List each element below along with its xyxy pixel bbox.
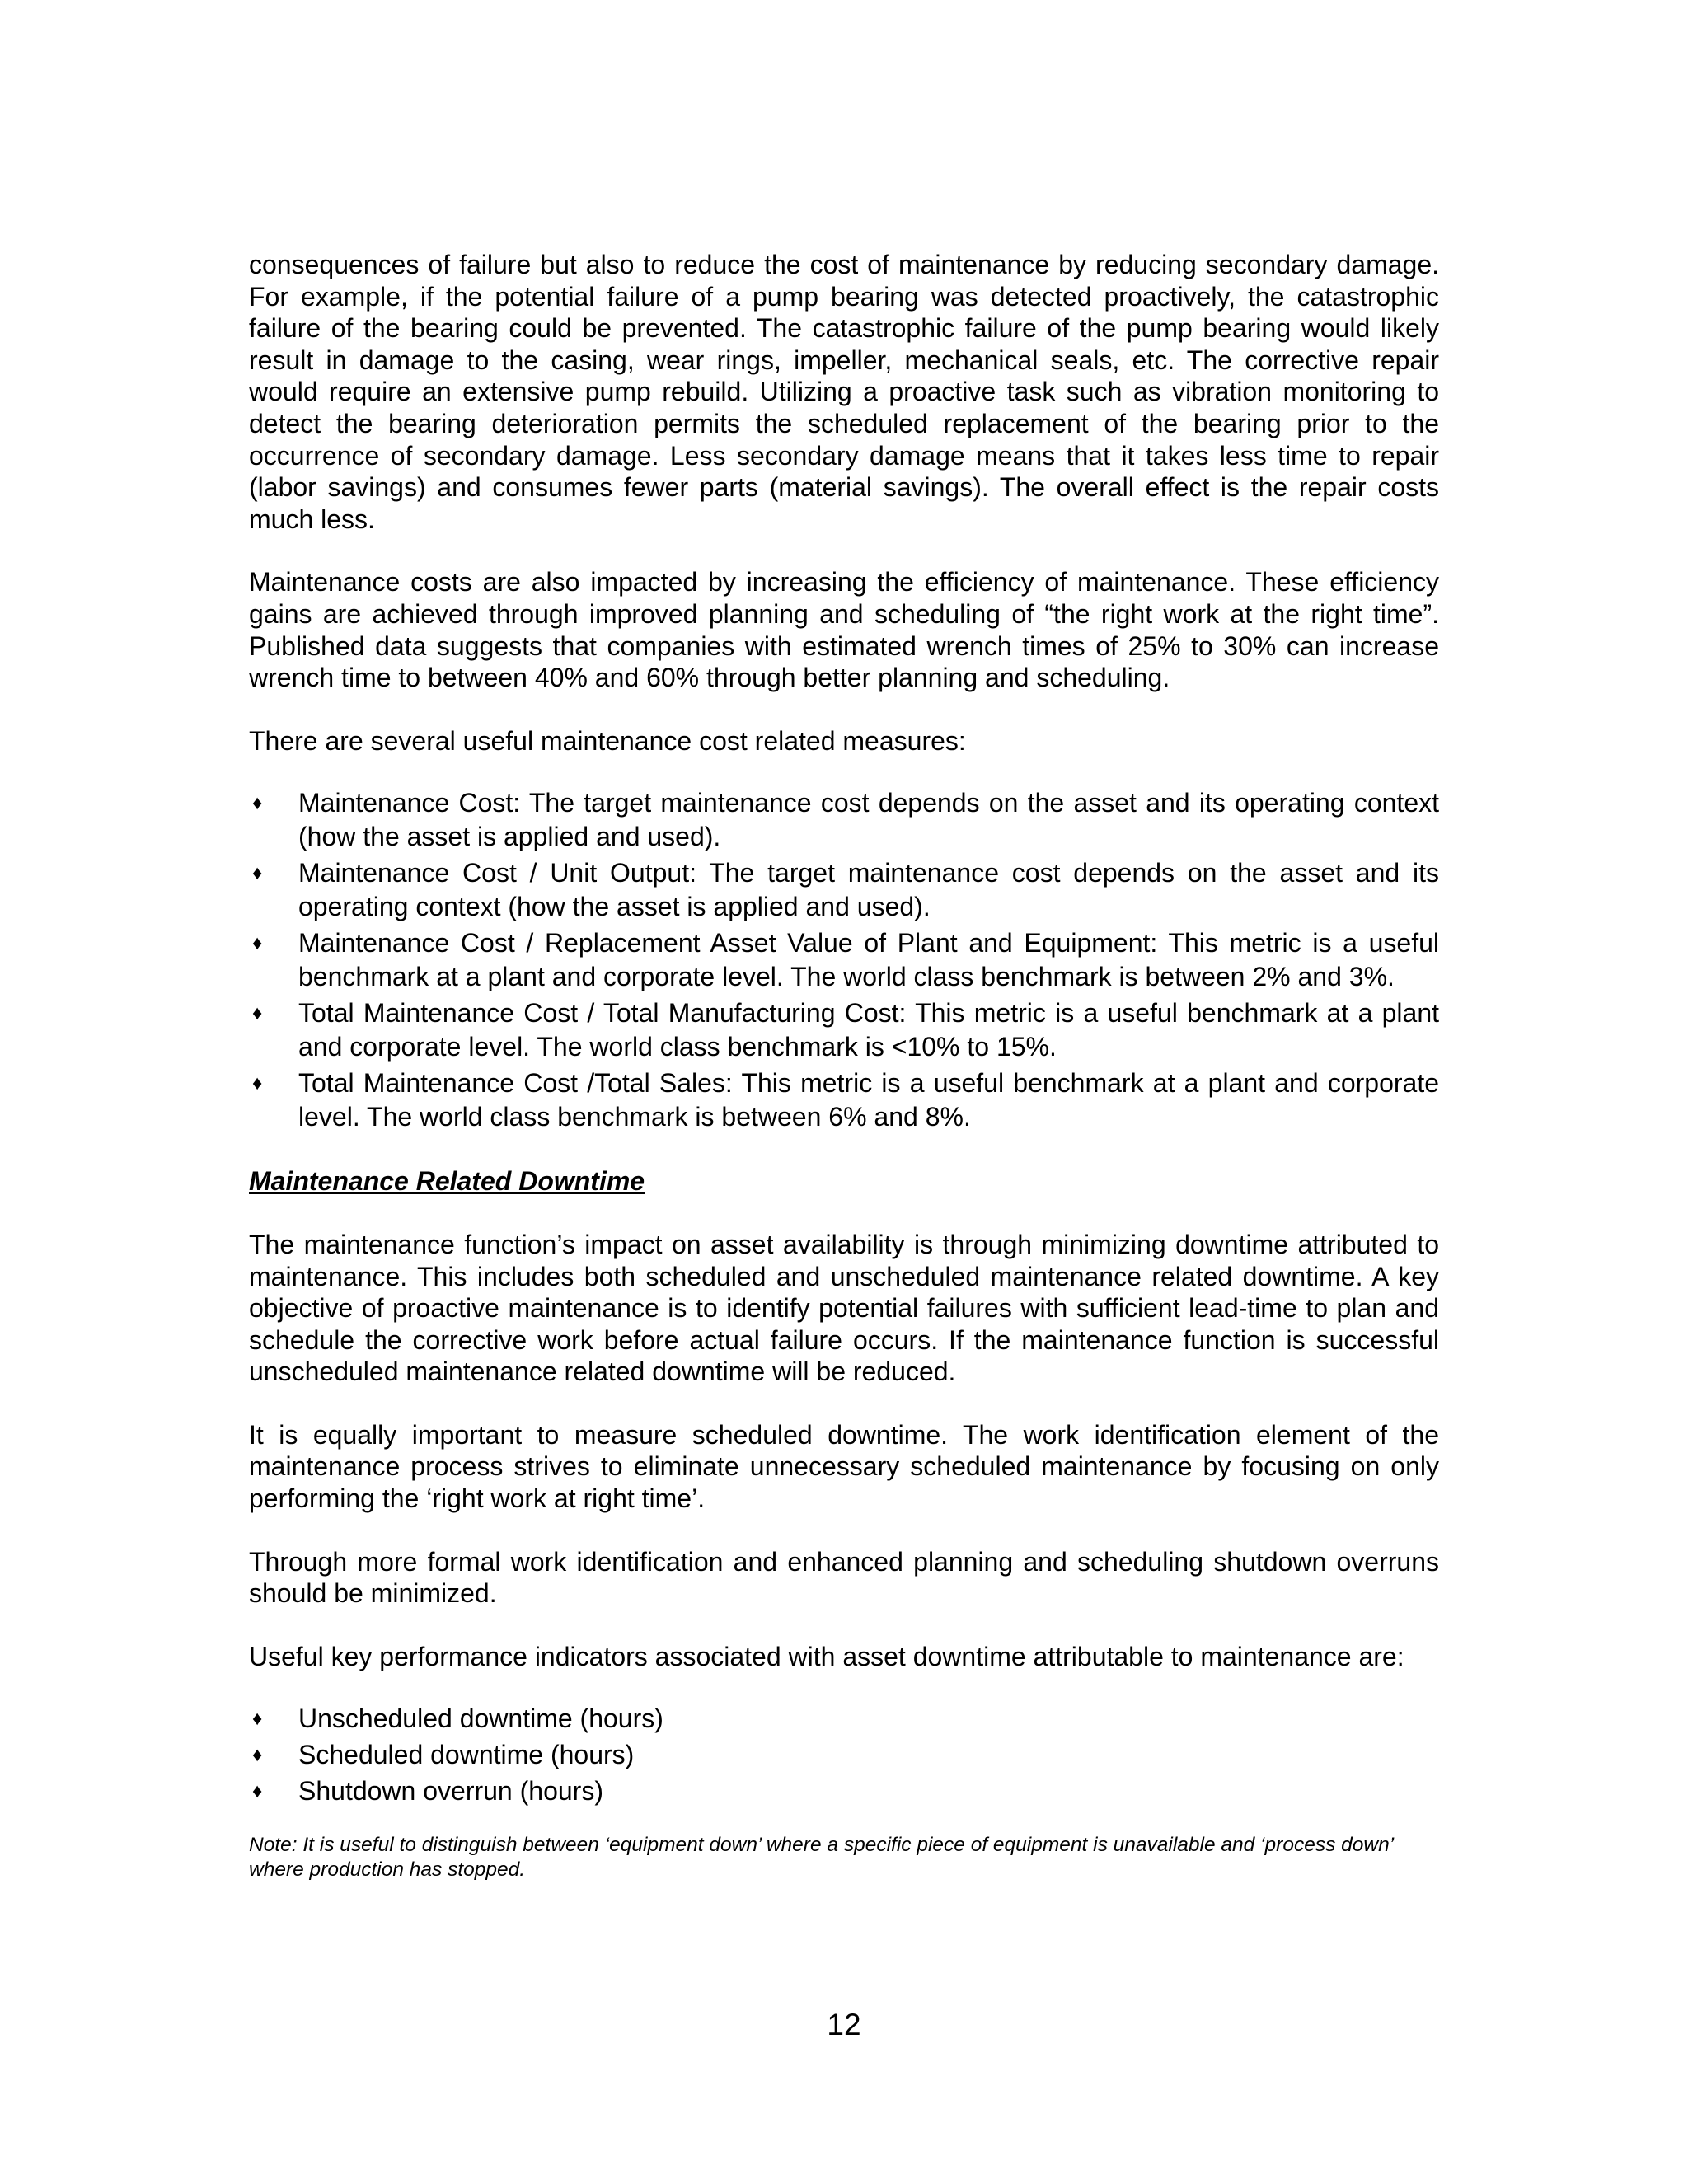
diamond-bullet-icon: ♦ xyxy=(252,862,263,885)
list-item-text: Unscheduled downtime (hours) xyxy=(298,1704,663,1734)
cost-measures-list xyxy=(249,786,1439,1134)
paragraph-shutdown-overruns: Through more formal work identification and enhanced planning and scheduling shutdown overruns should be minimized. xyxy=(249,1546,1439,1609)
paragraph-secondary-damage: consequences of failure but also to reduce the cost of maintenance by reducing secondary damage. For example, if the potential failure of a pump bearing was detected proactively, the catastrophic failure of the bearing could be prevented. The catastrophic failure of the pump bearing would likely result in damage to the casing, wear rings, impeller, mechanical seals, etc. The corrective repair would require an extensive pump rebuild. Utilizing a proactive task such as vibration monitoring to detect the bearing deterioration permits the scheduled replacement of the bearing prior to the occurrence of secondary damage. Less secondary damage means that it takes less time to repair (labor savings) and consumes fewer parts (material savings). The overall effect is the repair costs much less. xyxy=(249,250,1439,534)
list-item xyxy=(249,1774,1439,1808)
diamond-bullet-icon: ♦ xyxy=(252,1072,263,1095)
diamond-bullet-icon: ♦ xyxy=(252,1780,263,1803)
diamond-bullet-icon: ♦ xyxy=(252,932,263,955)
list-item xyxy=(249,1738,1439,1772)
paragraph-kpi-intro: Useful key performance indicators associated with asset downtime attributable to maintenance are: xyxy=(249,1641,1404,1671)
list-item xyxy=(249,856,1439,924)
paragraph-scheduled-downtime: It is equally important to measure scheduled downtime. The work identification element of the maintenance process strives to eliminate unnecessary scheduled maintenance by focusing on only performing the ‘right work at right time’. xyxy=(249,1419,1439,1514)
diamond-bullet-icon: ♦ xyxy=(252,1708,263,1731)
document-page xyxy=(249,249,1439,1882)
list-item-text: Maintenance Cost / Replacement Asset Value of Plant and Equipment: This metric is a useful benchmark at a plant and corporate level. The world class benchmark is between 2% and 3%. xyxy=(298,928,1439,992)
list-item xyxy=(249,1702,1439,1736)
downtime-kpi-list xyxy=(249,1702,1439,1808)
list-item xyxy=(249,786,1439,854)
list-item-text: Maintenance Cost / Unit Output: The target maintenance cost depends on the asset and its operating context (how the asset is applied and used). xyxy=(298,858,1439,922)
list-item-text: Total Maintenance Cost /Total Sales: This metric is a useful benchmark at a plant and corporate level. The world class benchmark is between 6% and 8%. xyxy=(298,1068,1439,1132)
page-number: 12 xyxy=(827,2008,861,2041)
list-item-text: Scheduled downtime (hours) xyxy=(298,1740,635,1770)
diamond-bullet-icon: ♦ xyxy=(252,1744,263,1767)
paragraph-cost-measures-intro: There are several useful maintenance cost related measures: xyxy=(249,725,966,756)
list-item-text: Maintenance Cost: The target maintenance cost depends on the asset and its operating context (how the asset is applied and used). xyxy=(298,788,1439,852)
diamond-bullet-icon: ♦ xyxy=(252,792,263,815)
list-item-text: Total Maintenance Cost / Total Manufacturing Cost: This metric is a useful benchmark at a plant and corporate level. The world class benchmark is <10% to 15%. xyxy=(298,998,1439,1062)
list-item xyxy=(249,996,1439,1064)
paragraph-availability-impact: The maintenance function’s impact on asset availability is through minimizing downtime attributed to maintenance. This includes both scheduled and unscheduled maintenance related downtime. A key objective of proactive maintenance is to identify potential failures with sufficient lead-time to plan and schedule the corrective work before actual failure occurs. If the maintenance function is successful unscheduled maintenance related downtime will be reduced. xyxy=(249,1229,1439,1387)
paragraph-maintenance-efficiency: Maintenance costs are also impacted by increasing the efficiency of maintenance. These efficiency gains are achieved through improved planning and scheduling of “the right work at the right time”. Published data suggests that companies with estimated wrench times of 25% to 30% can increase wrench time to between 40% and 60% through better planning and scheduling. xyxy=(249,567,1439,693)
list-item xyxy=(249,926,1439,994)
footnote-equipment-vs-process-down: Note: It is useful to distinguish between ‘equipment down’ where a specific piece of equipment is unavailable and ‘process down’ where production has stopped. xyxy=(249,1834,1393,1882)
list-item-text: Shutdown overrun (hours) xyxy=(298,1776,603,1807)
list-item xyxy=(249,1066,1439,1134)
section-heading-downtime: Maintenance Related Downtime xyxy=(249,1166,645,1197)
diamond-bullet-icon: ♦ xyxy=(252,1002,263,1025)
